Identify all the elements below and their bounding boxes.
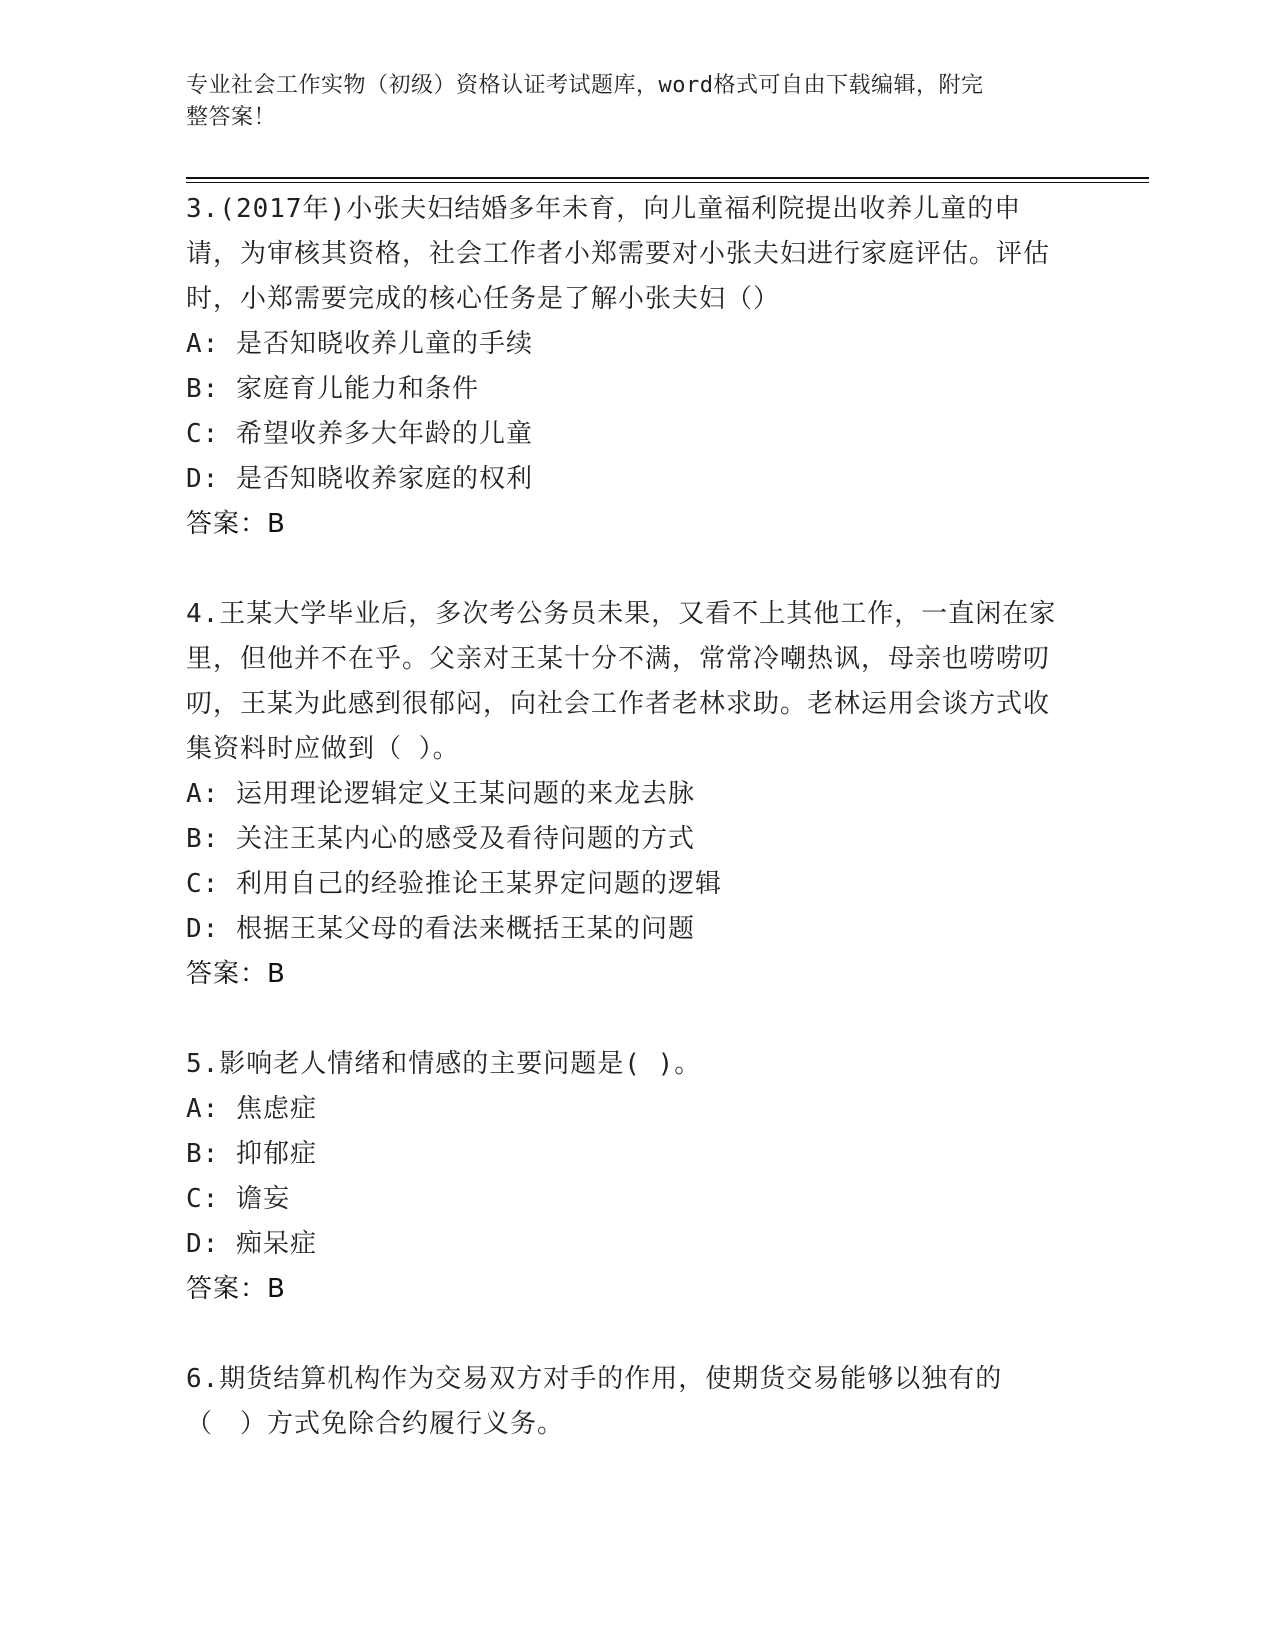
option-d: D: 痴呆症 bbox=[186, 1229, 317, 1259]
option-c: C: 希望收养多大年龄的儿童 bbox=[186, 419, 533, 449]
question-stem: 6.期货结算机构作为交易双方对手的作用，使期货交易能够以独有的（ ）方式免除合约履行义务。 bbox=[186, 1364, 1003, 1439]
answer-label: 答案：B bbox=[186, 1274, 286, 1304]
question-stem: 4.王某大学毕业后，多次考公务员未果，又看不上其他工作，一直闲在家里，但他并不在乎。父亲对王某十分不满，常常冷嘲热讽，母亲也唠唠叨叨，王某为此感到很郁闷，向社会工作者老林求助。老林运用会谈方式收集资料时应做到（ ）。 bbox=[186, 599, 1057, 764]
option-a: A: 焦虑症 bbox=[186, 1094, 317, 1124]
option-b: B: 抑郁症 bbox=[186, 1139, 317, 1169]
option-d: D: 根据王某父母的看法来概括王某的问题 bbox=[186, 914, 695, 944]
header-divider-thin bbox=[186, 182, 1149, 183]
question-3 bbox=[186, 187, 1066, 547]
header-divider-thick bbox=[186, 177, 1149, 179]
spacer bbox=[186, 547, 1066, 592]
option-b: B: 家庭育儿能力和条件 bbox=[186, 374, 479, 404]
header-line-1: 专业社会工作实物（初级）资格认证考试题库，word格式可自由下载编辑，附完 bbox=[186, 73, 984, 98]
question-stem: 5.影响老人情绪和情感的主要问题是( )。 bbox=[186, 1049, 702, 1079]
question-stem: 3.(2017年)小张夫妇结婚多年未育，向儿童福利院提出收养儿童的申请，为审核其资格，社会工作者小郑需要对小张夫妇进行家庭评估。评估时，小郑需要完成的核心任务是了解小张夫妇（） bbox=[186, 194, 1051, 314]
option-c: C: 谵妄 bbox=[186, 1184, 290, 1214]
page-header bbox=[186, 70, 1066, 134]
spacer bbox=[186, 1312, 1066, 1357]
option-a: A: 是否知晓收养儿童的手续 bbox=[186, 329, 533, 359]
question-6 bbox=[186, 1357, 1066, 1447]
spacer bbox=[186, 997, 1066, 1042]
question-5 bbox=[186, 1042, 1066, 1312]
question-4 bbox=[186, 592, 1066, 997]
option-a: A: 运用理论逻辑定义王某问题的来龙去脉 bbox=[186, 779, 695, 809]
question-list bbox=[186, 187, 1066, 1447]
option-d: D: 是否知晓收养家庭的权利 bbox=[186, 464, 533, 494]
answer-label: 答案：B bbox=[186, 959, 286, 989]
header-line-2: 整答案！ bbox=[186, 105, 277, 130]
option-b: B: 关注王某内心的感受及看待问题的方式 bbox=[186, 824, 695, 854]
option-c: C: 利用自己的经验推论王某界定问题的逻辑 bbox=[186, 869, 722, 899]
answer-label: 答案：B bbox=[186, 509, 286, 539]
